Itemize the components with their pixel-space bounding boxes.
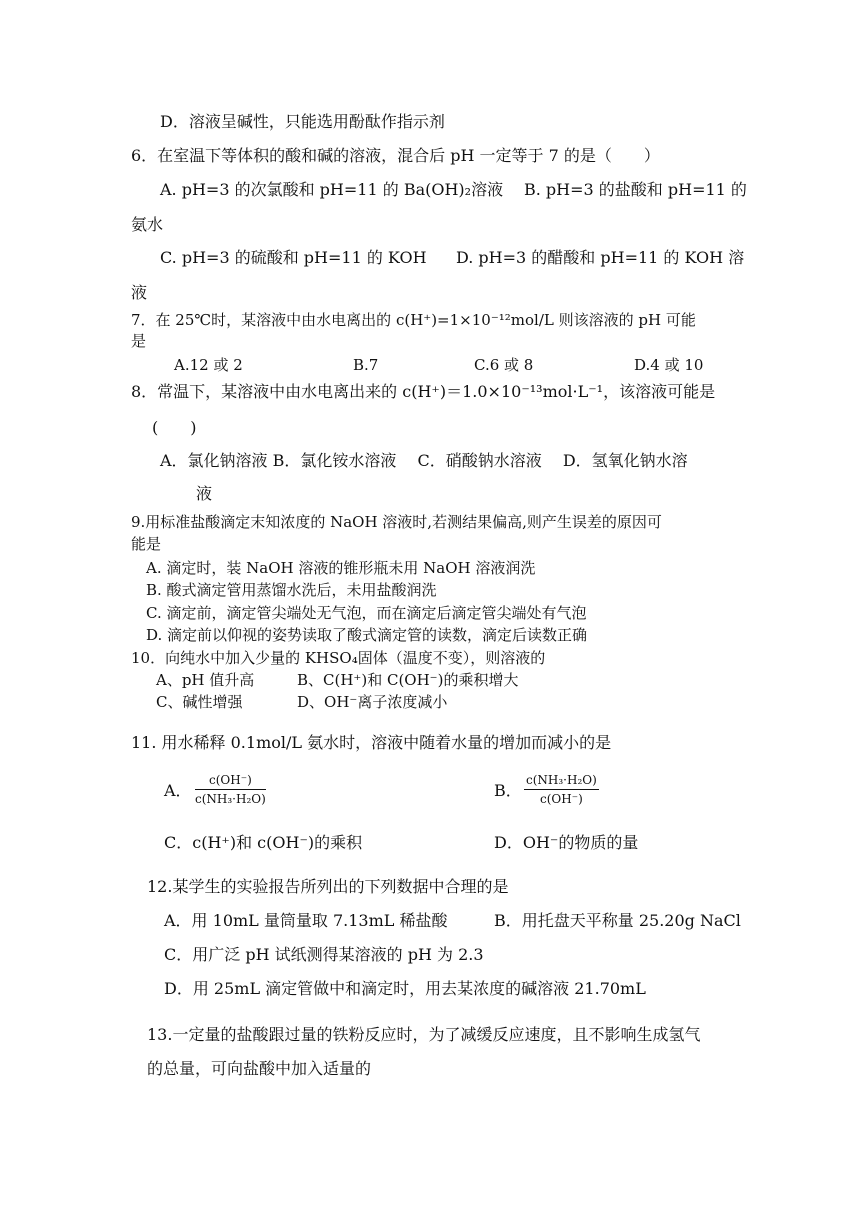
q11-option-b-label: B．: [494, 781, 522, 800]
q11-option-b-denominator: c(OH⁻): [540, 792, 583, 806]
q11-option-d: D．OH⁻的物质的量: [494, 833, 639, 852]
q11-option-b-numerator: c(NH₃·H₂O): [524, 773, 599, 790]
q10-stem: 10．向纯水中加入少量的 KHSO₄固体（温度不变），则溶液的: [131, 649, 546, 667]
q9-stem-cont: 能是: [131, 535, 162, 553]
q11-option-a-numerator: c(OH⁻): [195, 773, 266, 790]
q10-option-d: D、OH⁻离子浓度减小: [297, 693, 448, 711]
q7-stem: 7．在 25℃时，某溶液中由水电离出的 c(H⁺)=1×10⁻¹²mol/L 则该溶液的 pH 可能: [131, 311, 696, 329]
q8-paren: ( ): [152, 418, 197, 437]
q12-option-c: C．用广泛 pH 试纸测得某溶液的 pH 为 2.3: [164, 945, 484, 964]
q8-options: A．氯化钠溶液 B．氯化铵水溶液 C．硝酸钠水溶液 D．氢氧化钠水溶: [160, 451, 688, 470]
q6-option-a: A. pH=3 的次氯酸和 pH=11 的 Ba(OH)₂溶液: [160, 180, 504, 199]
q7-option-b: B.7: [353, 356, 379, 374]
q13-stem-cont: 的总量，可向盐酸中加入适量的: [147, 1059, 372, 1078]
q8-stem: 8．常温下，某溶液中由水电离出来的 c(H⁺)＝1.0×10⁻¹³mol·L⁻¹，该溶液可能是: [131, 382, 716, 401]
q9-option-d: D. 滴定前以仰视的姿势读取了酸式滴定管的读数，滴定后读数正确: [146, 626, 588, 644]
q6-option-b: B. pH=3 的盐酸和 pH=11 的: [524, 180, 747, 199]
q6-option-b-cont: 氨水: [131, 215, 164, 234]
q10-option-b: B、C(H⁺)和 C(OH⁻)的乘积增大: [297, 671, 519, 689]
q8-option-d-cont: 液: [196, 484, 213, 503]
q12-option-d: D．用 25mL 滴定管做中和滴定时，用去某浓度的碱溶液 21.70mL: [164, 979, 646, 998]
q7-option-d: D.4 或 10: [634, 356, 704, 374]
q11-option-a-label: A．: [164, 781, 192, 800]
q12-stem: 12.某学生的实验报告所列出的下列数据中合理的是: [147, 877, 509, 896]
q6-option-c: C. pH=3 的硫酸和 pH=11 的 KOH: [160, 248, 427, 267]
q7-option-a: A.12 或 2: [174, 356, 243, 374]
q9-stem: 9.用标准盐酸滴定末知浓度的 NaOH 溶液时,若测结果偏高,则产生误差的原因可: [131, 513, 662, 531]
q9-option-c: C. 滴定前，滴定管尖端处无气泡，而在滴定后滴定管尖端处有气泡: [146, 604, 587, 622]
q12-option-a: A．用 10mL 量筒量取 7.13mL 稀盐酸: [164, 911, 448, 930]
q11-stem: 11. 用水稀释 0.1mol/L 氨水时，溶液中随着水量的增加而减小的是: [131, 733, 612, 752]
q6-option-d-cont: 液: [131, 283, 148, 302]
q10-option-c: C、碱性增强: [156, 693, 243, 711]
q6-stem: 6．在室温下等体积的酸和碱的溶液，混合后 pH 一定等于 7 的是（ ）: [131, 146, 660, 165]
q9-option-b: B. 酸式滴定管用蒸馏水洗后，未用盐酸润洗: [146, 581, 437, 599]
q11-option-b-fraction: [524, 773, 599, 806]
q11-option-c: C．c(H⁺)和 c(OH⁻)的乘积: [164, 833, 363, 852]
q12-option-b: B．用托盘天平称量 25.20g NaCl: [494, 911, 741, 930]
q11-option-a-fraction: [195, 773, 266, 806]
q9-option-a: A. 滴定时，装 NaOH 溶液的锥形瓶未用 NaOH 溶液润洗: [146, 559, 536, 577]
q10-option-a: A、pH 值升高: [156, 671, 255, 689]
q6-option-d: D. pH=3 的醋酸和 pH=11 的 KOH 溶: [456, 248, 745, 267]
q5-option-d: D．溶液呈碱性，只能选用酚酞作指示剂: [160, 112, 445, 131]
q13-stem: 13.一定量的盐酸跟过量的铁粉反应时，为了减缓反应速度，且不影响生成氢气: [147, 1025, 701, 1044]
q7-option-c: C.6 或 8: [474, 356, 534, 374]
q7-stem-cont: 是: [131, 332, 147, 350]
q11-option-a-denominator: c(NH₃·H₂O): [195, 792, 266, 806]
